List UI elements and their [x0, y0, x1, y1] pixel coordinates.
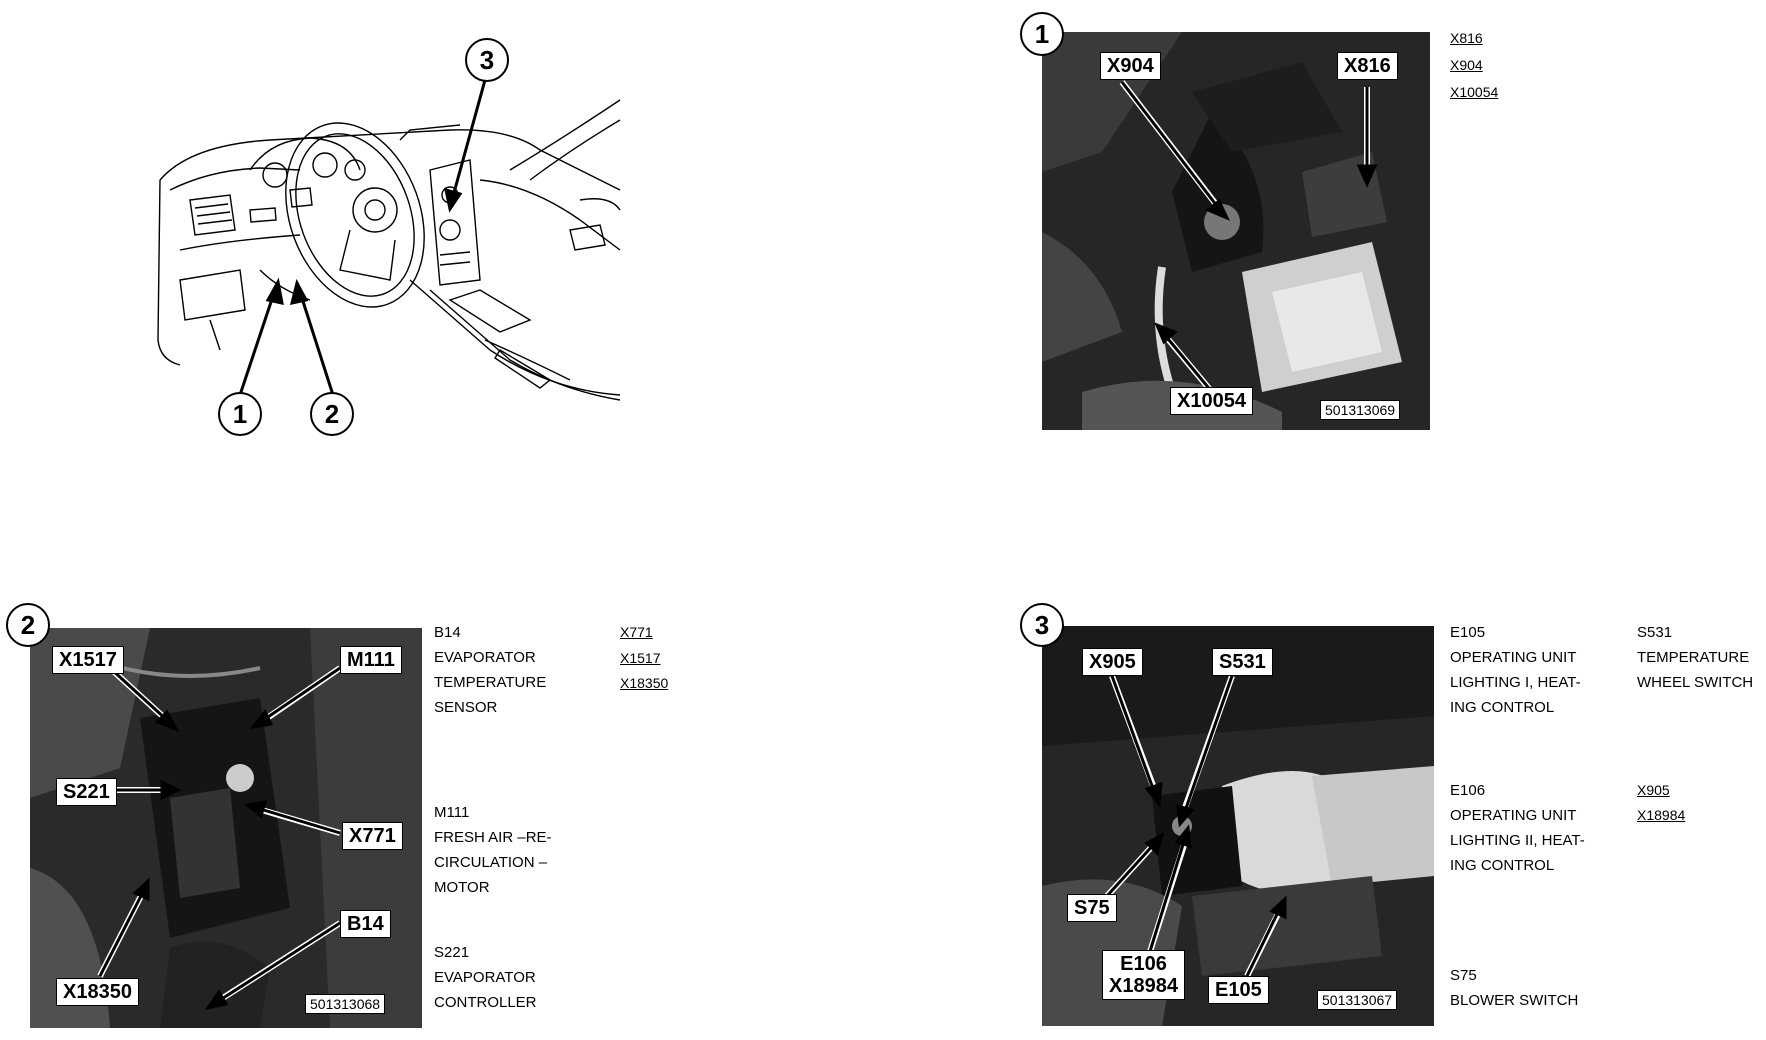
panel3-image-ref: 501313067	[1317, 990, 1397, 1010]
callout-s531: S531	[1212, 648, 1273, 676]
panel1-link-x10054[interactable]: X10054	[1450, 84, 1499, 100]
panel3-arrows	[1042, 626, 1434, 1026]
overview-marker-2: 2	[310, 392, 354, 436]
panel3-photo	[1042, 626, 1434, 1026]
callout-x905: X905	[1082, 648, 1143, 676]
panel2-component-b14: B14 EVAPORATOR TEMPERATURE SENSOR	[434, 624, 547, 716]
callout-e106-x18984: E106 X18984	[1102, 950, 1185, 1000]
callout-e105: E105	[1208, 976, 1269, 1004]
callout-m111: M111	[340, 646, 402, 674]
overview-marker-1: 1	[218, 392, 262, 436]
panel2-link-x18350[interactable]: X18350	[620, 675, 669, 691]
panel1-link-x816[interactable]: X816	[1450, 30, 1483, 46]
panel3-number: 3	[1020, 603, 1064, 647]
panel3-component-e106: E106 OPERATING UNIT LIGHTING II, HEAT- ING CONTROL	[1450, 782, 1585, 874]
callout-x904: X904	[1100, 52, 1161, 80]
panel2-link-x771[interactable]: X771	[620, 624, 653, 640]
callout-x18350: X18350	[56, 978, 139, 1006]
panel3-link-x905[interactable]: X905	[1637, 782, 1670, 798]
panel2-photo	[30, 628, 422, 1028]
callout-x816: X816	[1337, 52, 1398, 80]
panel1-arrows	[1042, 32, 1430, 430]
panel2-number: 2	[6, 603, 50, 647]
callout-x10054: X10054	[1170, 387, 1253, 415]
dashboard-line-art	[150, 20, 630, 440]
panel3-component-s75: S75 BLOWER SWITCH	[1450, 967, 1579, 1009]
panel1-number: 1	[1020, 12, 1064, 56]
panel2-link-x1517[interactable]: X1517	[620, 650, 661, 666]
callout-x771: X771	[342, 822, 403, 850]
callout-b14: B14	[340, 910, 391, 938]
panel2-component-s221: S221 EVAPORATOR CONTROLLER	[434, 944, 537, 1011]
panel1-link-x904[interactable]: X904	[1450, 57, 1483, 73]
panel2-component-m111: M111 FRESH AIR –RE- CIRCULATION – MOTOR	[434, 804, 552, 896]
panel3-component-s531: S531 TEMPERATURE WHEEL SWITCH	[1637, 624, 1754, 691]
panel2-image-ref: 501313068	[305, 994, 385, 1014]
panel1-photo	[1042, 32, 1430, 430]
overview-marker-3: 3	[465, 38, 509, 82]
dashboard-overview-drawing	[150, 20, 630, 440]
panel3-component-e105: E105 OPERATING UNIT LIGHTING I, HEAT- ING CONTROL	[1450, 624, 1581, 716]
callout-s75: S75	[1067, 894, 1117, 922]
callout-s221: S221	[56, 778, 117, 806]
callout-x1517: X1517	[52, 646, 124, 674]
panel3-link-x18984[interactable]: X18984	[1637, 807, 1686, 823]
panel1-image-ref: 501313069	[1320, 400, 1400, 420]
